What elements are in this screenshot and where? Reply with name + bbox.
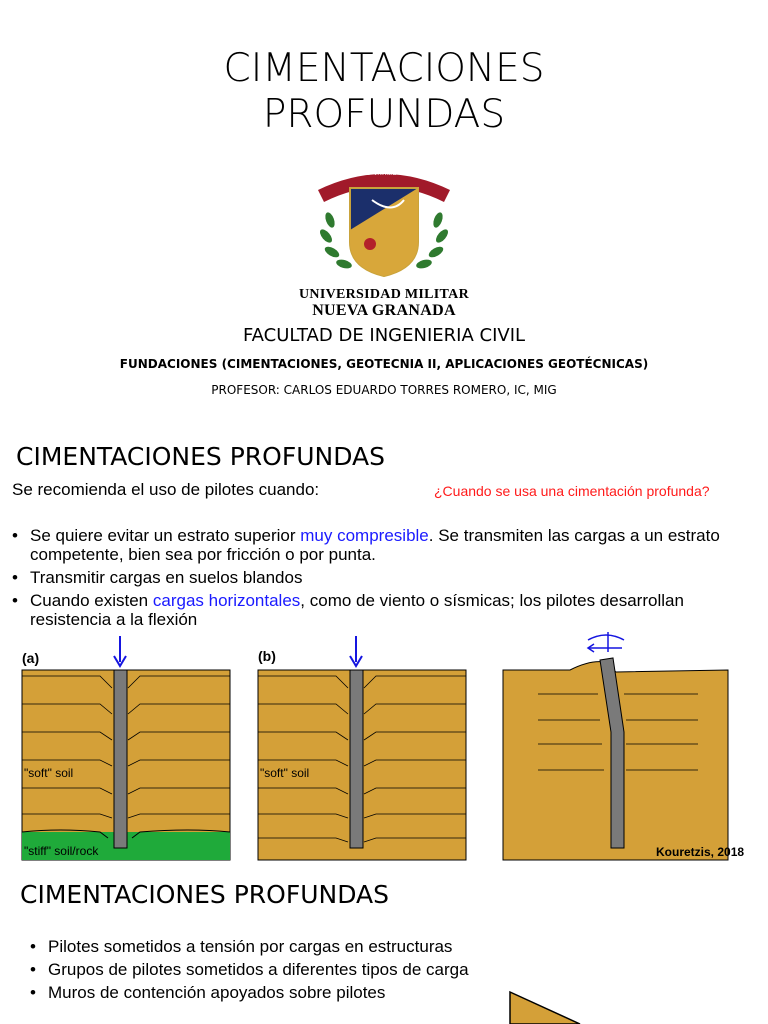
pile-diagram-figure xyxy=(0,632,768,868)
university-name-line-1: UNIVERSIDAD MILITAR xyxy=(299,287,469,302)
slide3-bullet: • Pilotes sometidos a tensión por cargas en estructuras xyxy=(30,937,590,956)
slide2-title: CIMENTACIONES PROFUNDAS xyxy=(16,442,385,471)
slide3-title: CIMENTACIONES PROFUNDAS xyxy=(20,880,389,909)
bullet-soft-soils: • Transmitir cargas en suelos blandos xyxy=(12,568,760,587)
intro-text: Se recomienda el uso de pilotes cuando: xyxy=(12,480,320,499)
retaining-wall-diagram xyxy=(500,988,620,1024)
panel-a-diagram xyxy=(22,636,230,860)
crest-motto: SCIENTIÆ · PATRIÆ · FAMILIÆ xyxy=(341,171,427,177)
title-line-2: PROFUNDAS xyxy=(262,92,506,137)
soft-soil-label-b: "soft" soil xyxy=(260,766,310,780)
course-name: FUNDACIONES (CIMENTACIONES, GEOTECNIA II, APLICACIONES GEOTÉCNICAS) xyxy=(119,357,649,371)
slide3-bullet: • Muros de contención apoyados sobre pilotes xyxy=(30,983,590,1002)
slide3-bullet: • Grupos de pilotes sometidos a diferentes tipos de carga xyxy=(30,960,590,979)
stiff-soil-label: "stiff" soil/rock xyxy=(24,844,99,858)
bullet-compressible: • Se quiere evitar un estrato superior muy compresible. Se transmiten las cargas a un estrato competente, bien sea por fricción o por punta. xyxy=(12,526,760,564)
label-a: (a) xyxy=(22,650,40,666)
university-name-line-2: NUEVA GRANADA xyxy=(312,302,456,319)
bullet-horizontal-loads: • Cuando existen cargas horizontales, como de viento o sísmicas; los pilotes desarrollan resistencia a la flexión xyxy=(12,591,760,629)
panel-b-diagram xyxy=(258,636,466,860)
label-b: (b) xyxy=(258,648,276,664)
slide2-bullets xyxy=(12,526,760,629)
cargas-horizontales-link[interactable]: cargas horizontales xyxy=(152,591,301,610)
figure-credit: Kouretzis, 2018 xyxy=(656,845,745,859)
muy-compresible-link[interactable]: muy compresible xyxy=(300,526,429,545)
faculty-name: FACULTAD DE INGENIERIA CIVIL xyxy=(242,325,526,346)
title-line-1: CIMENTACIONES xyxy=(223,46,545,91)
slide1-title xyxy=(0,46,768,138)
soft-soil-label-a: "soft" soil xyxy=(24,766,74,780)
professor-name: PROFESOR: CARLOS EDUARDO TORRES ROMERO, IC, MIG xyxy=(211,383,557,397)
university-crest-logo xyxy=(312,160,456,280)
panel-c-diagram xyxy=(503,632,728,860)
question-text: ¿Cuando se usa una cimentación profunda? xyxy=(434,483,710,499)
